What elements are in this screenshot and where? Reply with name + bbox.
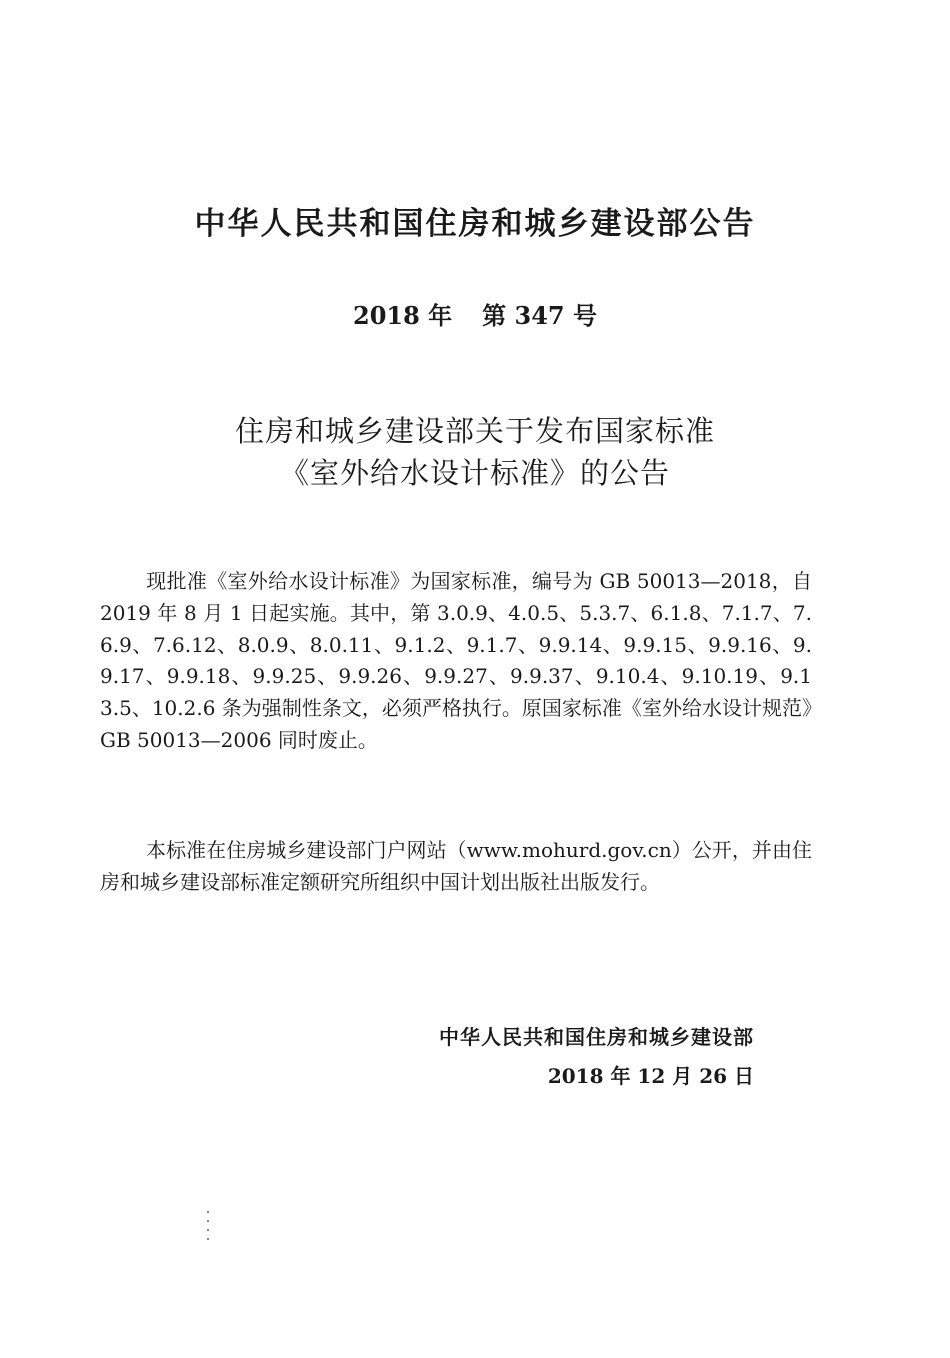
announcement-subtitle-line1: 住房和城乡建设部关于发布国家标准: [234, 414, 715, 448]
document-number-line: [0, 302, 950, 331]
paragraph-2-text: 本标准在住房城乡建设部门户网站（www.mohurd.gov.cn）公开，并由住房和城乡建设部标准定额研究所组织中国计划出版社出版发行。: [100, 838, 812, 894]
announcement-year: 2018 年: [353, 301, 453, 330]
body-paragraph-1: [100, 566, 812, 757]
announcement-number: 第 347 号: [482, 301, 597, 330]
announcement-header-title: 中华人民共和国住房和城乡建设部公告: [194, 206, 756, 242]
signature-date: 2018 年 12 月 26 日: [547, 1064, 754, 1088]
paragraph-1-text: 现批准《室外给水设计标准》为国家标准，编号为 GB 50013—2018，自 2019 年 8 月 1 日起实施。其中，第 3.0.9、4.0.5、5.3.7、6.1.8、7.1.7、7.6.9、7.6.12、8.0.9、8.0.11、9.1.2、9.1.7、9.9.14、9.9.15、9.9.16、9.9.17、9.9.18、9.9.25、9.9.26、9.9.27、9.9.37、9.10.4、9.10.19、9.13.5、10.2.6 条为强制性条文，必须严格执行。原国家标准《室外给水设计规范》GB 50013—2006 同时废止。: [100, 569, 812, 752]
signature-organization: 中华人民共和国住房和城乡建设部: [439, 1025, 754, 1049]
scan-artifact-marks: [206, 1211, 210, 1241]
announcement-subtitle-line2: 《室外给水设计标准》的公告: [279, 456, 670, 490]
body-paragraph-2: [100, 835, 812, 899]
